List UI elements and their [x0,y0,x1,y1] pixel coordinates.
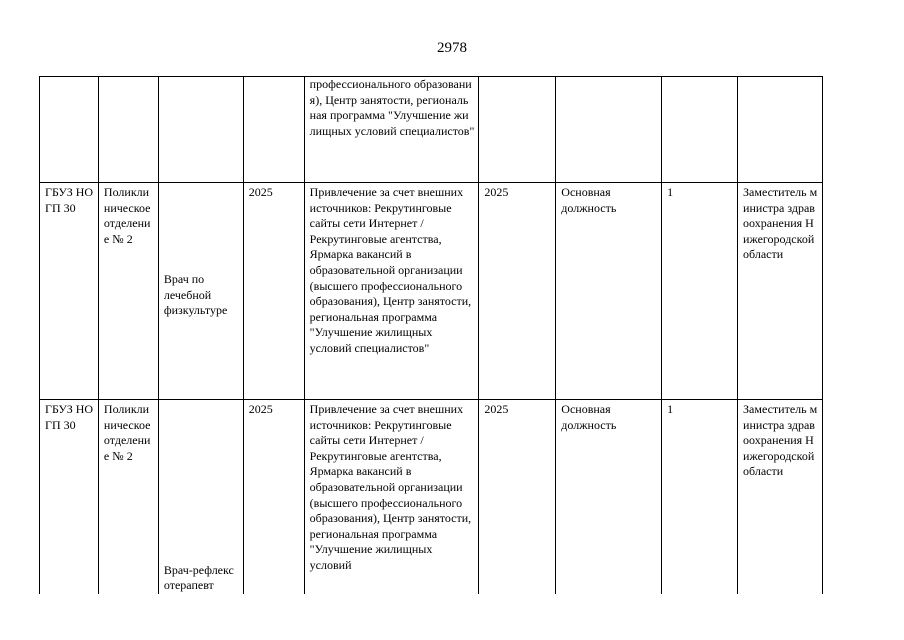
cell-position: Врач-рефлексотерапевт [158,400,243,595]
cell-position: Врач по лечебной физкультуре [158,183,243,400]
cell-unit [98,77,158,183]
cell-type [556,77,662,183]
cell-year: 2025 [243,400,304,595]
cell-measures: Привлечение за счет внешних источников: Рекрутинговые сайты сети Интернет / Рекрутинговые агентства, Ярмарка вакансий в образовательной организации (высшего профессионального образования), Центр занятости, региональная программа "Улучшение жилищных условий [304,400,479,595]
cell-count: 1 [662,183,738,400]
cell-type: Основная должность [556,183,662,400]
cell-type: Основная должность [556,400,662,595]
cell-year [243,77,304,183]
cell-responsible [738,77,823,183]
cell-year: 2025 [243,183,304,400]
cell-measures: Привлечение за счет внешних источников: Рекрутинговые сайты сети Интернет / Рекрутинговые агентства, Ярмарка вакансий в образовательной организации (высшего профессионального образования), Центр занятости, региональная программа "Улучшение жилищных условий специалистов" [304,183,479,400]
table-row [40,183,823,400]
cell-unit: Поликлиническое отделение № 2 [98,183,158,400]
cell-year2 [479,77,556,183]
cell-count [662,77,738,183]
cell-year2: 2025 [479,183,556,400]
staffing-table [39,76,823,594]
cell-count: 1 [662,400,738,595]
cell-measures: профессионального образования), Центр занятости, региональная программа "Улучшение жилищных условий специалистов" [304,77,479,183]
table-row [40,77,823,183]
cell-unit: Поликлиническое отделение № 2 [98,400,158,595]
cell-year2: 2025 [479,400,556,595]
cell-org: ГБУЗ НО ГП 30 [40,400,99,595]
cell-org: ГБУЗ НО ГП 30 [40,183,99,400]
page-number: 2978 [437,40,467,56]
table-clip [39,76,823,594]
cell-position [158,77,243,183]
cell-org [40,77,99,183]
cell-responsible: Заместитель министра здравоохранения Нижегородской области [738,183,823,400]
cell-responsible: Заместитель министра здравоохранения Нижегородской области [738,400,823,595]
table-row [40,400,823,595]
